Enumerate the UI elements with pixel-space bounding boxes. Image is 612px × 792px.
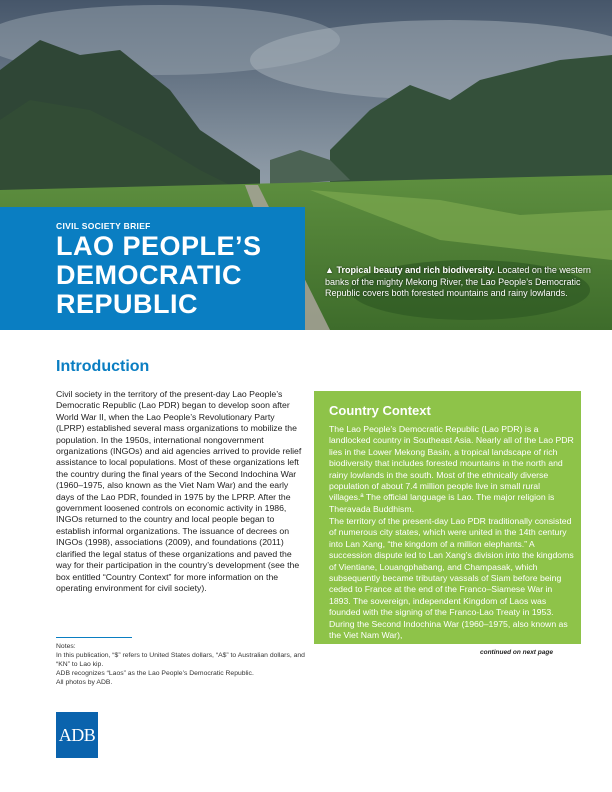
title-line: REPUBLIC (56, 289, 199, 319)
notes-line: All photos by ADB. (56, 678, 113, 686)
introduction-heading: Introduction (56, 358, 150, 375)
continued-note: continued on next page (480, 649, 553, 656)
title-line: DEMOCRATIC (56, 260, 242, 290)
notes-line: ADB recognizes “Laos” as the Lao People’s Democratic Republic. (56, 669, 254, 677)
brief-label: CIVIL SOCIETY BRIEF (56, 221, 151, 231)
country-context-paragraph: The territory of the present-day Lao PDR traditionally consisted of numerous city states, which were united in the 14th century into Lan Xang, “the kingdom of a million elephants.” A succession dispute led to Lan Xang’s division into the kingdoms of Vientiane, Louangphabang, and Champasak, which subsequently became tributary vassals of Siam before being ceded to France at the end of the Franco–Siamese War in 1893. The sovereign, independent Kingdom of Laos was founded with the signing of the Franco-Lao Treaty in 1953. During the Second Indochina War (1960–1975, also known as the Viet Nam War), (329, 516, 574, 641)
notes-divider (56, 637, 132, 638)
introduction-body: Civil society in the territory of the present-day Lao People’s Democratic Republic (Lao PDR) began to develop soon after World War II, when the Lao People’s Revolutionary Party (LPRP) established several mass organizations to mobilize the population. In the 1950s, international nongovernment organizations (INGOs) and aid agencies arrived to provide relief assistance to local populations. Most of these organizations left the country during the final years of the Second Indochina War (1960–1975, also known as the Viet Nam War) and the early days of the Lao PDR, founded in 1975 by the LPRP. After the government loosened controls on economic activity in 1986, INGOs returned to the country and local people began to establish informal organizations. The issuance of decrees on INGOs (1998), associations (2009), and foundations (2011) clarified the legal status of these organizations and paved the way for their participation in the country’s development (see the box entitled “Country Context” for more information on the operating environment for civil society). (56, 389, 302, 593)
adb-logo (56, 712, 98, 758)
country-context-paragraph: The Lao People’s Democratic Republic (Lao PDR) is a landlocked country in Southeast Asia. Nearly all of the Lao PDR lies in the Lower Mekong Basin, a tropical landscape of rich biodiversity that includes forested mountains in the north and rainy lowlands in the south. Most of the ethnically diverse population of about 7.4 million people live in small rural villages.ª The official language is Lao. The major religion is Theravada Buddhism. (329, 424, 574, 514)
caption-text: Located on the western banks of the mighty Mekong River, the Lao People’s Democratic Republic covers both forested mountains and rainy lowlands. (325, 265, 591, 298)
caption-lead: Tropical beauty and rich biodiversity. (336, 265, 495, 275)
title-line: LAO PEOPLE’S (56, 231, 262, 261)
country-context-heading: Country Context (329, 403, 431, 418)
notes-label: Notes: (56, 643, 76, 650)
notes (56, 643, 306, 688)
adb-logo-text: ADB (58, 725, 96, 745)
photo-caption (325, 265, 593, 300)
caption-triangle-icon: ▲ (325, 265, 334, 275)
notes-line: In this publication, “$” refers to United States dollars, “A$” to Australian dollars, and “KN” to Lao kip. (56, 651, 305, 668)
page-title (56, 232, 296, 319)
